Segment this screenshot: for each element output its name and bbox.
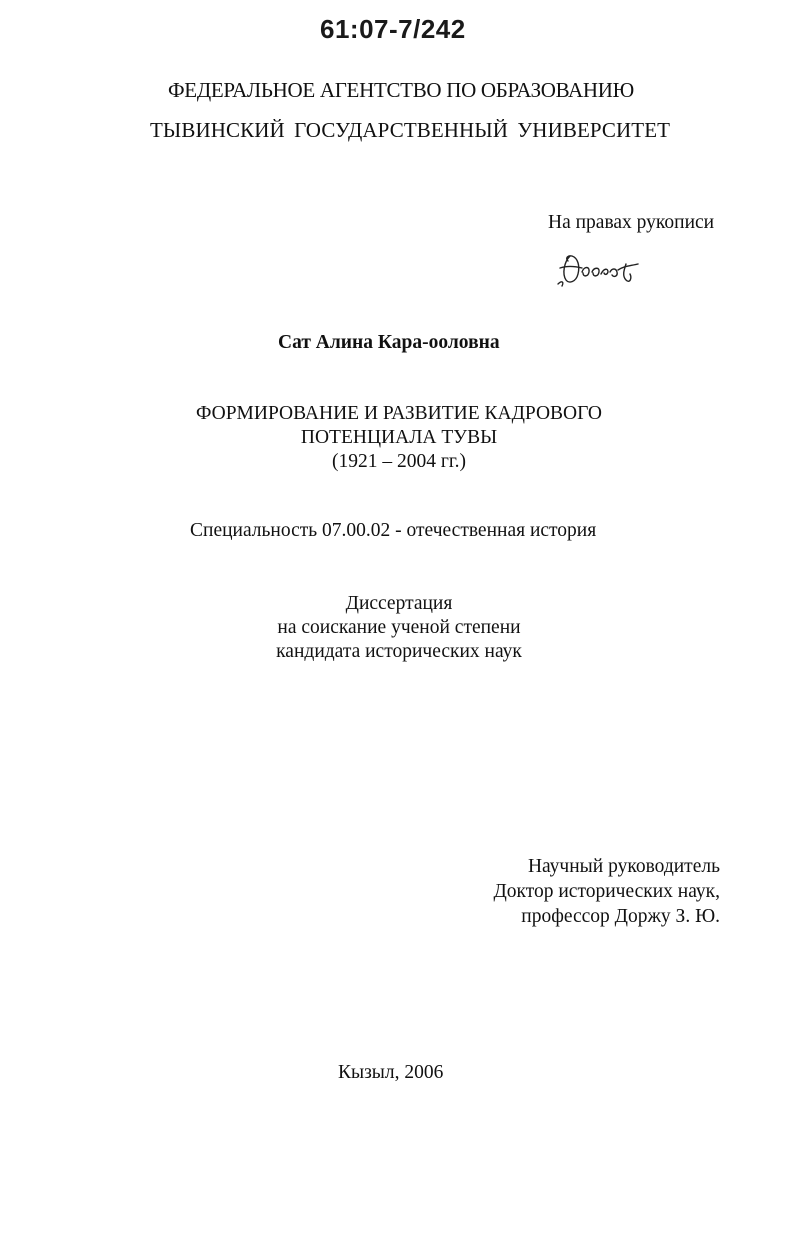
title-line-1: ФОРМИРОВАНИЕ И РАЗВИТИЕ КАДРОВОГО <box>195 403 603 424</box>
archive-stamp-number: 61:07-7/242 <box>320 14 466 44</box>
handwritten-signature <box>556 248 646 290</box>
title-line-2: ПОТЕНЦИАЛА ТУВЫ <box>300 427 498 448</box>
university-name: ТЫВИНСКИЙ ГОСУДАРСТВЕННЫЙ УНИВЕРСИТЕТ <box>150 118 671 142</box>
title-years: (1921 – 2004 гг.) <box>331 451 467 472</box>
supervisor-degree: Доктор исторических наук, <box>493 881 720 902</box>
supervisor-name: профессор Доржу З. Ю. <box>521 906 720 927</box>
city-year: Кызыл, 2006 <box>338 1062 444 1083</box>
dissertation-title <box>0 402 798 474</box>
thesis-line-1: Диссертация <box>345 593 453 614</box>
thesis-line-2: на соискание ученой степени <box>277 617 521 638</box>
thesis-description <box>0 592 798 664</box>
thesis-line-3: кандидата исторических наук <box>276 641 522 662</box>
specialty: Специальность 07.00.02 - отечественная история <box>190 520 597 541</box>
author-name: Сат Алина Кара-ооловна <box>278 332 500 353</box>
agency-name: ФЕДЕРАЛЬНОЕ АГЕНТСТВО ПО ОБРАЗОВАНИЮ <box>168 78 634 102</box>
manuscript-rights-note: На правах рукописи <box>548 212 715 233</box>
supervisor-block <box>493 854 720 929</box>
supervisor-role: Научный руководитель <box>527 856 720 877</box>
